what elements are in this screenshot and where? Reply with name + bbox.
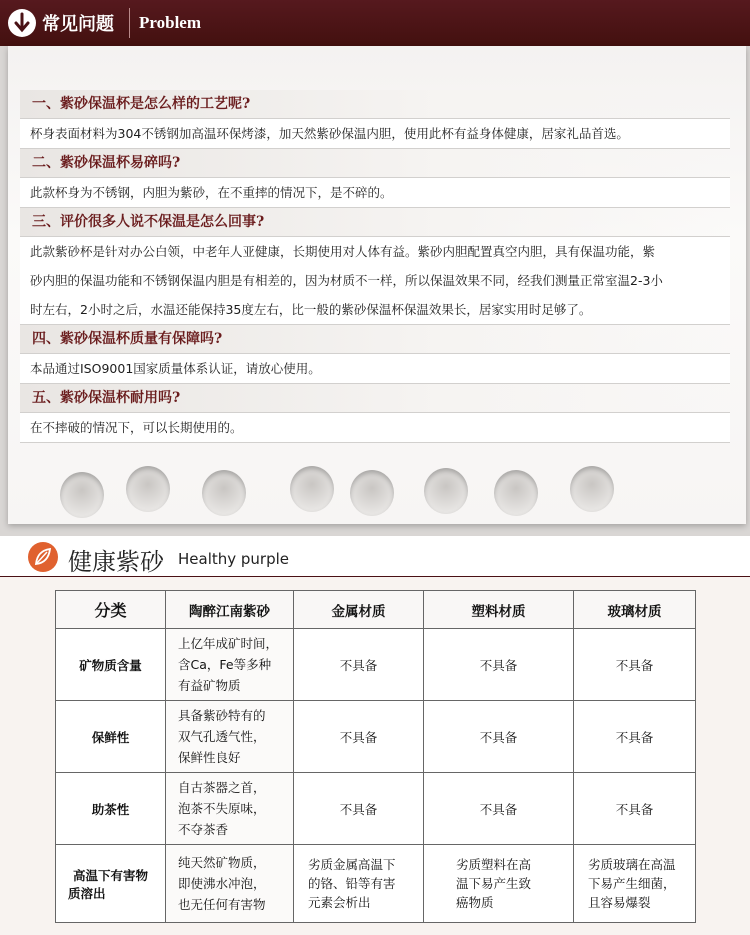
cell-line: 元素会析出 — [308, 895, 371, 910]
down-arrow-icon — [8, 9, 36, 37]
cell-line: 具备紫砂特有的 — [178, 708, 266, 723]
pin-hole — [290, 466, 334, 512]
header-title-en: Problem — [139, 13, 202, 32]
faq-answer-line: 在不摔破的情况下，可以长期使用的。 — [30, 420, 243, 435]
column-header: 金属材质 — [294, 591, 424, 629]
faq-answer — [20, 412, 730, 443]
glass-cell: 不具备 — [574, 701, 696, 773]
cell-line: 质溶出 — [68, 885, 106, 901]
metal-cell: 不具备 — [294, 629, 424, 701]
paper-pin-holes — [0, 466, 750, 526]
cell-line: 高温下有害物 — [72, 867, 148, 883]
header-divider — [129, 8, 130, 38]
faq-answer-line: 时左右，2小时之后，水温还能保持35度左右，比一般的紫砂保温杯保温效果长，居家实用时足够了。 — [30, 302, 592, 317]
column-header: 玻璃材质 — [574, 591, 696, 629]
cell-line: 不夺茶香 — [178, 822, 229, 837]
faq-question: 三、评价很多人说不保温是怎么回事? — [20, 208, 730, 236]
row-label: 矿物质含量 — [56, 629, 166, 701]
pin-hole — [126, 466, 170, 512]
health-title-cn: 健康紫砂 — [68, 548, 164, 576]
glass-cell: 不具备 — [574, 773, 696, 845]
leaf-icon — [28, 542, 58, 572]
plastic-cell: 不具备 — [424, 629, 574, 701]
pin-hole — [202, 470, 246, 516]
faq-answer — [20, 353, 730, 384]
cell-line: 温下易产生致 — [456, 876, 532, 891]
zisha-cell — [166, 773, 294, 845]
table-header-row — [56, 591, 696, 629]
faq-answer — [20, 236, 730, 325]
cell-line: 双气孔透气性， — [178, 729, 266, 744]
faq-answer-line: 此款杯身为不锈钢，内胆为紫砂，在不重摔的情况下，是不碎的。 — [30, 185, 393, 200]
faq-answer-line: 砂内胆的保温功能和不锈钢保温内胆是有相差的，因为材质不一样，所以保温效果不同，经我们测量正常室温2-3小 — [30, 273, 663, 288]
pin-hole — [570, 466, 614, 512]
faq-list — [20, 90, 730, 443]
cell-line: 也无任何有害物 — [178, 897, 266, 912]
cell-line: 劣质塑料在高 — [456, 857, 532, 872]
metal-cell: 不具备 — [294, 701, 424, 773]
cell-line: 癌物质 — [456, 895, 494, 910]
cell-line: 上亿年成矿时间， — [178, 636, 279, 651]
cell-line: 泡茶不失原味， — [178, 801, 266, 816]
cell-line: 纯天然矿物质， — [178, 855, 266, 870]
row-label: 助茶性 — [56, 773, 166, 845]
pin-hole — [424, 468, 468, 514]
row-label: 保鲜性 — [56, 701, 166, 773]
cell-line: 有益矿物质 — [178, 678, 241, 693]
faq-question: 五、紫砂保温杯耐用吗? — [20, 384, 730, 412]
cell-line: 下易产生细菌， — [588, 876, 676, 891]
faq-answer — [20, 118, 730, 149]
pin-hole — [494, 470, 538, 516]
metal-cell — [294, 845, 424, 923]
comparison-table — [55, 590, 696, 923]
table-row — [56, 629, 696, 701]
glass-cell: 不具备 — [574, 629, 696, 701]
cell-line: 且容易爆裂 — [588, 895, 651, 910]
faq-answer-line: 此款紫砂杯是针对办公白领，中老年人亚健康，长期使用对人体有益。紫砂内胆配置真空内胆，具有保温功能，紫 — [30, 244, 656, 259]
glass-cell — [574, 845, 696, 923]
cell-line: 劣质金属高温下 — [308, 857, 396, 872]
table-row — [56, 773, 696, 845]
plastic-cell: 不具备 — [424, 773, 574, 845]
table-row — [56, 845, 696, 923]
faq-question: 四、紫砂保温杯质量有保障吗? — [20, 325, 730, 353]
cell-line: 保鲜性良好 — [178, 750, 241, 765]
cell-line: 的铬、铅等有害 — [308, 876, 396, 891]
zisha-cell — [166, 845, 294, 923]
faq-answer-line: 本品通过ISO9001国家质量体系认证，请放心使用。 — [30, 361, 321, 376]
cell-line: 自古茶器之首， — [178, 780, 266, 795]
pin-hole — [350, 470, 394, 516]
faq-answer-line: 杯身表面材料为304不锈钢加高温环保烤漆，加天然紫砂保温内胆，使用此杯有益身体健康，居家礼品首选。 — [30, 126, 629, 141]
faq-question: 二、紫砂保温杯易碎吗? — [20, 149, 730, 177]
plastic-cell: 不具备 — [424, 701, 574, 773]
column-header: 塑料材质 — [424, 591, 574, 629]
cell-line: 含Ca，Fe等多种 — [178, 657, 272, 672]
pin-hole — [60, 472, 104, 518]
header-bar — [0, 0, 750, 46]
faq-question: 一、紫砂保温杯是怎么样的工艺呢? — [20, 90, 730, 118]
cell-line: 劣质玻璃在高温 — [588, 857, 676, 872]
zisha-cell — [166, 701, 294, 773]
row-label — [56, 845, 166, 923]
faq-answer — [20, 177, 730, 208]
column-header: 分类 — [56, 591, 166, 629]
metal-cell: 不具备 — [294, 773, 424, 845]
table-row — [56, 701, 696, 773]
header-title-cn: 常见问题 — [42, 14, 114, 35]
health-section-header — [0, 536, 750, 578]
column-header: 陶醉江南紫砂 — [166, 591, 294, 629]
plastic-cell — [424, 845, 574, 923]
health-title-en: Healthy purple — [178, 550, 290, 568]
cell-line: 即使沸水冲泡， — [178, 876, 266, 891]
zisha-cell — [166, 629, 294, 701]
